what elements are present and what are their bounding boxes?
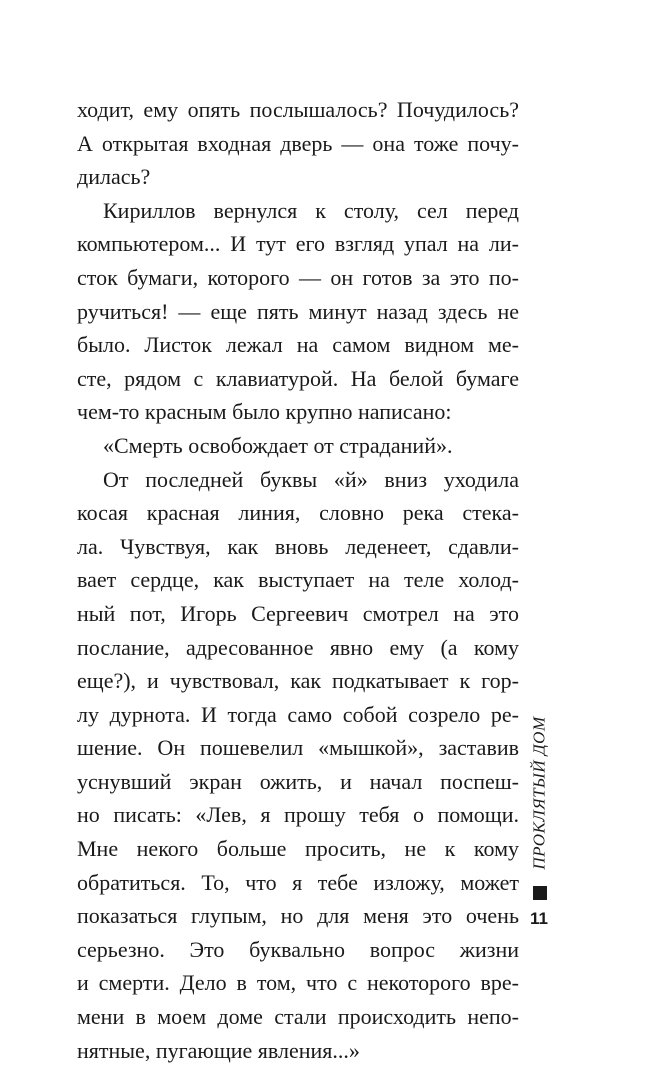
text-line: компьютером... И тут его взгляд упал на ли- bbox=[77, 231, 519, 257]
text-line: От последней буквы «й» вниз уходила bbox=[103, 466, 519, 492]
text-line: еще?), и чувствовал, как подкатывает к гор- bbox=[77, 668, 519, 694]
text-line: но писать: «Лев, я прошу тебя о помощи. bbox=[77, 802, 519, 828]
text-line: показаться глупым, но для меня это очень bbox=[77, 903, 519, 929]
text-line: шение. Он пошевелил «мышкой», заставив bbox=[77, 735, 519, 761]
text-line: обратиться. То, что я тебе изложу, может bbox=[77, 869, 519, 895]
text-line: косая красная линия, словно река стека- bbox=[77, 500, 519, 526]
text-line: сток бумаги, которого — он готов за это по- bbox=[77, 264, 519, 290]
text-line: послание, адресованное явно ему (а кому bbox=[77, 634, 519, 660]
text-line: ручиться! — еще пять минут назад здесь не bbox=[77, 298, 519, 324]
running-head bbox=[528, 713, 552, 873]
square-mark-icon bbox=[533, 886, 547, 900]
page-number: 11 bbox=[530, 909, 548, 928]
text-line: Кириллов вернулся к столу, сел перед bbox=[103, 197, 519, 223]
text-line: чем-то красным было крупно написано: bbox=[77, 399, 452, 425]
text-line: нятные, пугающие явления...» bbox=[77, 1037, 360, 1063]
running-head-title: ПРОКЛЯТЫЙ ДОМ bbox=[530, 716, 549, 870]
text-line: ла. Чувствуя, как вновь леденеет, сдавли- bbox=[77, 533, 519, 559]
text-line: ный пот, Игорь Сергеевич смотрел на это bbox=[77, 600, 519, 626]
text-line: А открытая входная дверь — она тоже почу- bbox=[77, 130, 519, 156]
text-line: было. Листок лежал на самом видном ме- bbox=[77, 332, 519, 358]
text-line: ходит, ему опять послышалось? Почудилось? bbox=[77, 97, 519, 122]
text-line: уснувший экран ожить, и начал поспеш- bbox=[77, 768, 519, 794]
body-text bbox=[77, 93, 519, 1067]
text-line: мени в моем доме стали происходить непо- bbox=[77, 1004, 519, 1030]
text-line: Мне некого больше просить, не к кому bbox=[77, 836, 519, 862]
text-line: «Смерть освобождает от страданий». bbox=[103, 432, 453, 458]
text-line: и смерти. Дело в том, что с некоторого вре- bbox=[77, 970, 519, 996]
text-line: лу дурнота. И тогда само собой созрело ре- bbox=[77, 701, 519, 727]
text-line: сте, рядом с клавиатурой. На белой бумаге bbox=[77, 365, 519, 391]
text-line: серьезно. Это буквально вопрос жизни bbox=[77, 936, 519, 962]
text-line: вает сердце, как выступает на теле холод- bbox=[77, 567, 519, 593]
text-line: дилась? bbox=[77, 164, 151, 190]
